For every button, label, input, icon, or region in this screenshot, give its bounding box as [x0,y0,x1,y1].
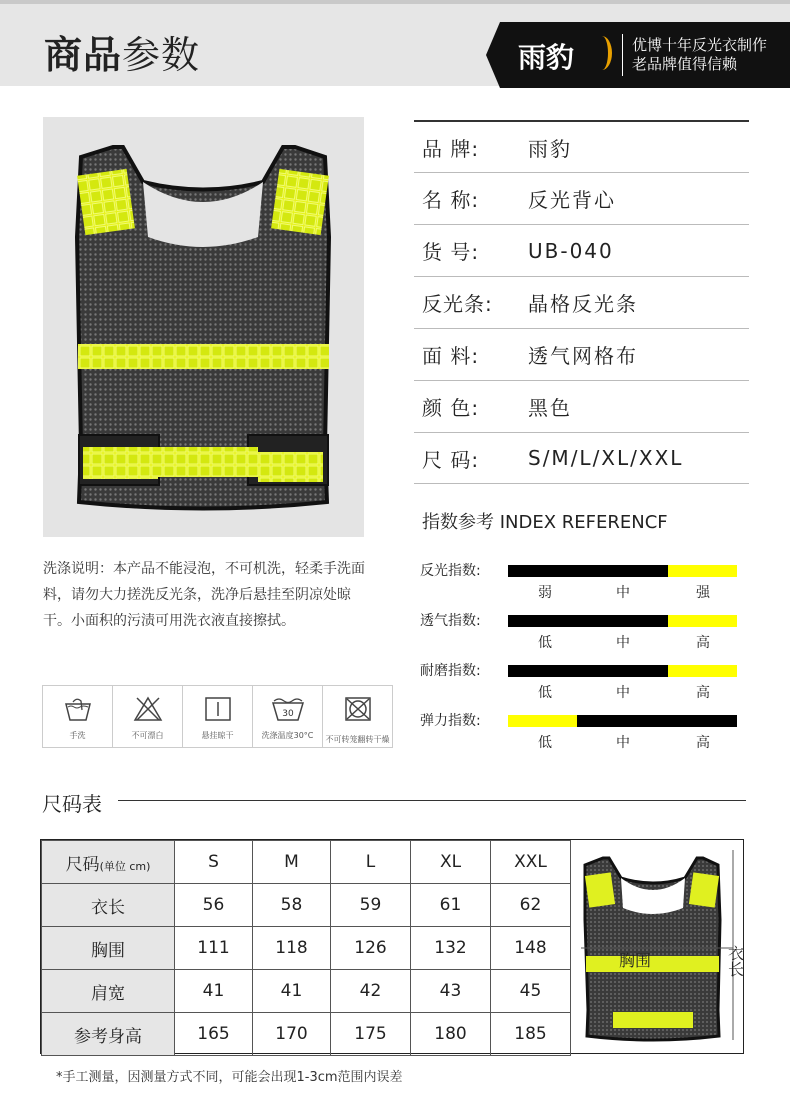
index-level-label: 高 [696,735,710,751]
size-row [42,970,571,1013]
index-row [420,610,750,660]
size-cell: 41 [175,970,253,1013]
size-header-label: 尺码(单位 cm) [42,841,175,884]
param-row [414,172,749,224]
size-row-label: 衣长 [42,884,175,927]
index-bar-fill [668,565,737,577]
footnote: *手工测量，因测量方式不同，可能会出现1-3cm范围内误差 [56,1070,403,1085]
size-row [42,1013,571,1056]
index-bar [508,715,737,727]
brand-swoosh-icon [592,36,612,70]
product-photo [43,117,364,537]
diagram-length-label: 衣长 [725,945,744,977]
size-cell: 42 [331,970,411,1013]
no-tumble-dry-icon [344,696,372,722]
param-row [414,380,749,432]
size-header-cell: S [175,841,253,884]
param-row [414,432,749,484]
size-header-cell: XL [411,841,491,884]
size-cell: 111 [175,927,253,970]
index-level-label: 中 [616,685,630,701]
size-row [42,884,571,927]
param-key: 反光条: [422,292,493,316]
index-row [420,660,750,710]
size-cell: 59 [331,884,411,927]
param-value: 雨豹 [528,136,572,161]
size-chart-title: 尺码表 [42,792,102,816]
index-level-label: 弱 [538,585,552,601]
size-cell: 185 [491,1013,571,1056]
vest-image [43,117,364,537]
index-level-label: 强 [696,585,710,601]
index-level-label: 中 [616,585,630,601]
svg-text:30: 30 [281,709,294,719]
care-cell-wash-30: 30 洗涤温度30°C [253,686,323,747]
index-name: 弹力指数: [420,713,481,729]
size-cell: 165 [175,1013,253,1056]
care-cell-no-tumble-dry: 不可转笼翻转干燥 [323,686,392,747]
index-name: 透气指数: [420,613,481,629]
param-row [414,328,749,380]
size-header-cell: M [253,841,331,884]
size-cell: 43 [411,970,491,1013]
wash-30-icon [271,696,305,722]
size-cell: 180 [411,1013,491,1056]
size-cell: 62 [491,884,571,927]
brand-logo: 雨豹 [518,41,575,74]
param-key: 尺 码: [422,447,480,472]
index-bar [508,665,737,677]
size-chart [40,839,744,1054]
param-value: 晶格反光条 [528,292,638,316]
care-cell-hand-wash: 手洗 [43,686,113,747]
size-row-label: 胸围 [42,927,175,970]
index-level-label: 中 [616,735,630,751]
param-value: S/M/L/XL/XXL [528,446,684,470]
page-header [0,4,790,86]
index-row [420,710,750,760]
index-bar-fill [668,665,737,677]
diagram-chest-label: 胸围 [619,951,652,970]
param-key: 货 号: [422,240,480,264]
param-key: 面 料: [422,344,480,368]
param-row [414,120,749,172]
size-cell: 132 [411,927,491,970]
no-bleach-icon [133,696,163,722]
param-key: 名 称: [422,188,480,212]
size-cell: 61 [411,884,491,927]
index-bar [508,615,737,627]
index-title: 指数参考 INDEX REFERENCF [422,512,668,533]
index-name: 耐磨指数: [420,663,481,679]
care-icons [42,685,393,748]
size-row-label: 肩宽 [42,970,175,1013]
care-cell-hang-dry: 悬挂晾干 [183,686,253,747]
size-table [41,840,571,1056]
param-value: 黑色 [528,396,572,420]
size-diagram [573,840,744,1053]
size-cell: 170 [253,1013,331,1056]
size-cell: 41 [253,970,331,1013]
size-cell: 56 [175,884,253,927]
size-cell: 148 [491,927,571,970]
page-title: 商品参数 [44,33,201,77]
index-level-label: 低 [538,685,552,701]
hand-wash-icon [63,696,93,722]
size-title-rule [118,800,746,801]
size-cell: 126 [331,927,411,970]
param-value: 反光背心 [528,188,616,212]
size-header-cell: XXL [491,841,571,884]
param-key: 品 牌: [422,136,480,161]
brand-slogan: 优博十年反光衣制作 老品牌值得信赖 [632,36,768,73]
index-level-label: 高 [696,635,710,651]
product-params-table [414,120,749,484]
size-cell: 175 [331,1013,411,1056]
size-row-label: 参考身高 [42,1013,175,1056]
size-cell: 58 [253,884,331,927]
wash-instructions: 洗涤说明：本产品不能浸泡，不可机洗，轻柔手洗面料，请勿大力搓洗反光条，洗净后悬挂至阴凉处晾干。小面积的污渍可用洗衣液直接擦拭。 [43,561,365,629]
index-level-label: 低 [538,635,552,651]
param-row [414,276,749,328]
index-row [420,560,750,610]
index-level-label: 高 [696,685,710,701]
index-name: 反光指数: [420,563,481,579]
brand-banner [500,22,790,88]
index-bar-fill [668,615,737,627]
size-cell: 45 [491,970,571,1013]
index-bar [508,565,737,577]
index-level-label: 低 [538,735,552,751]
size-cell: 118 [253,927,331,970]
hang-dry-icon [203,696,233,722]
param-value: 透气网格布 [528,344,638,368]
care-cell-no-bleach: 不可漂白 [113,686,183,747]
param-row [414,224,749,276]
size-row [42,927,571,970]
param-value: UB-040 [528,238,614,263]
index-level-label: 中 [616,635,630,651]
size-header-cell: L [331,841,411,884]
index-bar-fill [508,715,577,727]
param-key: 颜 色: [422,396,480,420]
